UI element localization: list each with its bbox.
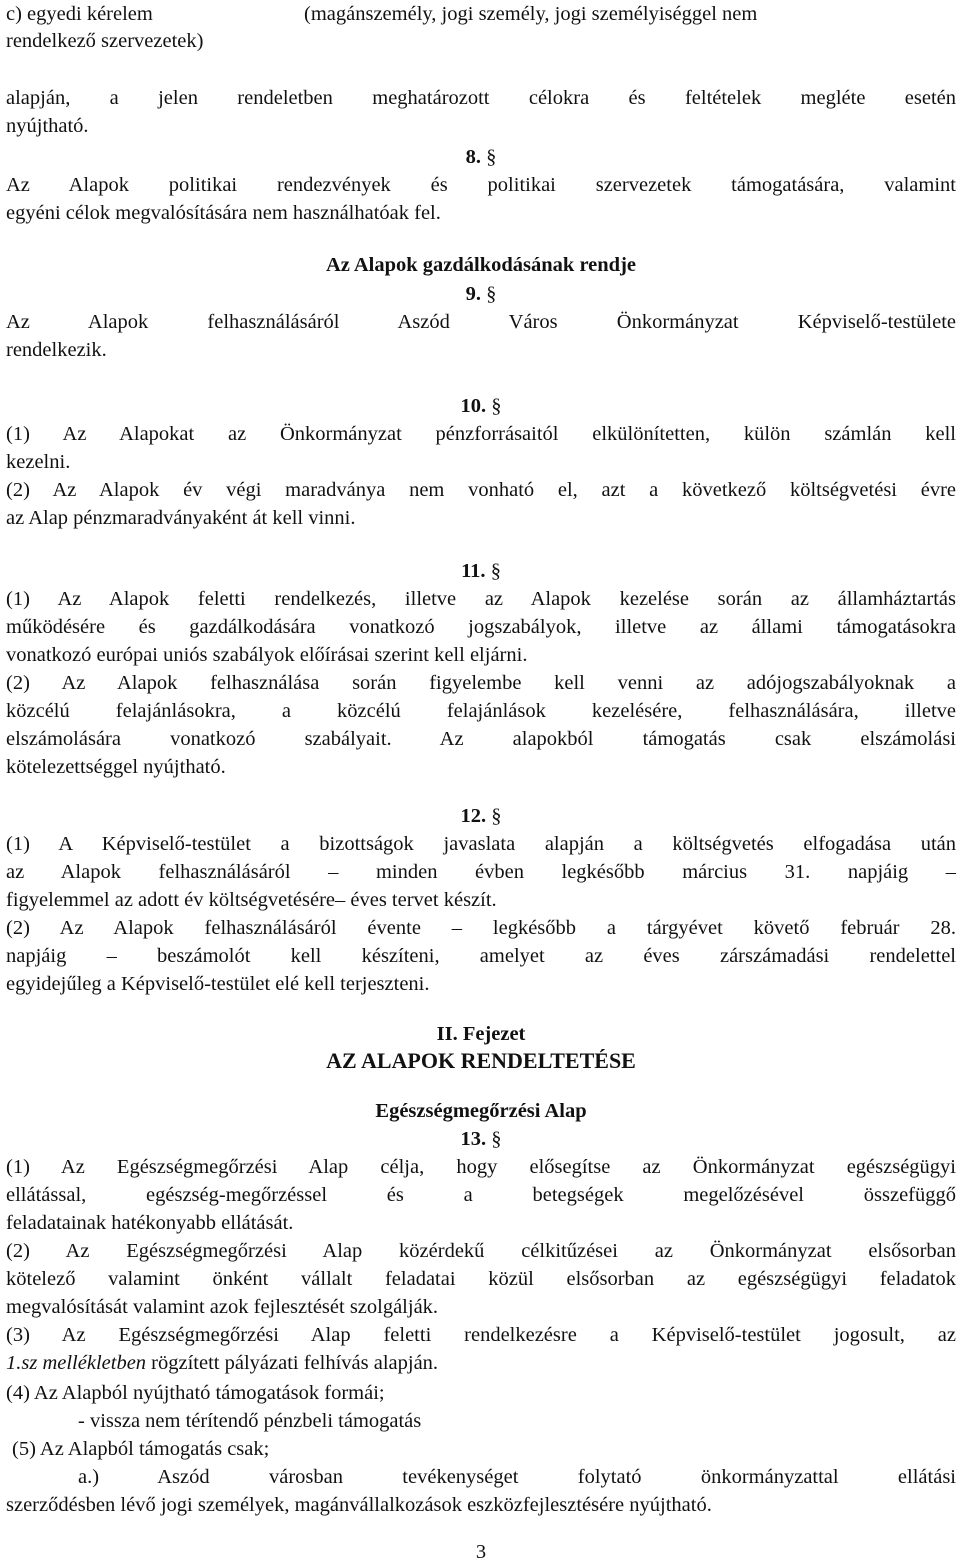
list-item-c: c) egyedi kérelem	[6, 3, 153, 25]
section-sign-icon: §	[490, 560, 501, 582]
text-line: napjáig – beszámolót kell készíteni, amelyet az éves zárszámadási rendelettel	[6, 945, 956, 967]
text-line: elszámolására vonatkozó szabályait. Az alapokból támogatás csak elszámolási	[6, 728, 956, 750]
text-line: egyéni célok megvalósítására nem használhatóak fel.	[6, 202, 441, 224]
text-line: rendelkező szervezetek)	[6, 30, 204, 52]
text-line: (2) Az Egészségmegőrzési Alap közérdekű célkitűzései az Önkormányzat elsősorban	[6, 1240, 956, 1262]
section-sign-icon: §	[491, 395, 502, 417]
text-line: működésére és gazdálkodására vonatkozó jogszabályok, illetve az állami támogatásokra	[6, 616, 956, 638]
text-line: (5) Az Alapból támogatás csak;	[12, 1438, 270, 1460]
list-item: - vissza nem térítendő pénzbeli támogatás	[78, 1410, 422, 1432]
text-line: szerződésben lévő jogi személyek, magánvállalkozások eszközfejlesztésére nyújtható.	[6, 1494, 712, 1516]
text-line: (1) Az Alapokat az Önkormányzat pénzforrásaitól elkülönítetten, külön számlán kell	[6, 423, 956, 445]
text-line: rendelkezik.	[6, 339, 107, 361]
section-number: 9.	[465, 283, 481, 305]
section-9-heading	[6, 280, 956, 308]
text-line: az Alap pénzmaradványaként át kell vinni.	[6, 507, 356, 529]
chapter-number: II. Fejezet	[436, 1023, 526, 1045]
text-line: (3) Az Egészségmegőrzési Alap feletti rendelkezésre a Képviselő-testület jogosult, az	[6, 1324, 956, 1346]
text-line: kötelező valamint önként vállalt feladatai közül elsősorban az egészségügyi feladatok	[6, 1268, 956, 1290]
text-line: (2) Az Alapok felhasználása során figyelembe kell venni az adójogszabályoknak a	[6, 672, 956, 694]
text-line: feladatainak hatékonyabb ellátását.	[6, 1212, 294, 1234]
section-number: 8.	[465, 146, 481, 168]
section-10-heading	[6, 392, 956, 420]
text-line: közcélú felajánlásokra, a közcélú felajánlások kezelésére, felhasználására, illetve	[6, 700, 956, 722]
section-sign-icon: §	[491, 805, 502, 827]
text-line: Az Alapok politikai rendezvények és politikai szervezetek támogatására, valamint	[6, 174, 956, 196]
text-line: (1) Az Alapok feletti rendelkezés, illetve az Alapok kezelése során az államháztartás	[6, 588, 956, 610]
text-line: vonatkozó európai uniós szabályok előírásai szerint kell eljárni.	[6, 644, 528, 666]
text-fragment: rögzített pályázati felhívás alapján.	[146, 1352, 439, 1374]
section-sign-icon: §	[491, 1128, 502, 1150]
text-line: Az Alapok felhasználásáról Aszód Város Önkormányzat Képviselő-testülete	[6, 311, 956, 333]
subheading: Az Alapok gazdálkodásának rendje	[325, 254, 637, 276]
page-number: 3	[475, 1541, 487, 1563]
chapter-title: AZ ALAPOK RENDELTETÉSE	[326, 1048, 636, 1073]
section-11-heading	[6, 557, 956, 585]
text-line: alapján, a jelen rendeletben meghatározott célokra és feltételek megléte esetén	[6, 87, 956, 109]
section-number: 12.	[460, 805, 487, 827]
section-13-heading	[6, 1125, 956, 1153]
text-line: kezelni.	[6, 451, 71, 473]
list-item: a.) Aszód városban tevékenységet folytató önkormányzattal ellátási	[78, 1466, 956, 1488]
text-line: kötelezettséggel nyújtható.	[6, 756, 226, 778]
section-number: 13.	[460, 1128, 487, 1150]
text-line: nyújtható.	[6, 115, 89, 137]
text-line: (2) Az Alapok felhasználásáról évente – legkésőbb a tárgyévet követő február 28.	[6, 917, 956, 939]
text-line: (2) Az Alapok év végi maradványa nem vonható el, azt a következő költségvetési évre	[6, 479, 956, 501]
text-line: az Alapok felhasználásáról – minden évben legkésőbb március 31. napjáig –	[6, 861, 956, 883]
list-item-c-detail: (magánszemély, jogi személy, jogi személyiséggel nem	[304, 3, 758, 25]
section-sign-icon: §	[486, 146, 497, 168]
text-line: egyidejűleg a Képviselő-testület elé kell terjeszteni.	[6, 973, 430, 995]
section-12-heading	[6, 802, 956, 830]
section-8-heading	[6, 143, 956, 171]
annex-reference: 1.sz mellékletben	[6, 1352, 147, 1374]
text-line: (4) Az Alapból nyújtható támogatások formái;	[6, 1382, 385, 1404]
text-line: figyelemmel az adott év költségvetésére– éves tervet készít.	[6, 889, 497, 911]
text-line	[6, 1349, 956, 1377]
text-line: ellátással, egészség-megőrzéssel és a betegségek megelőzésével összefüggő	[6, 1184, 956, 1206]
section-sign-icon: §	[486, 283, 497, 305]
subheading: Egészségmegőrzési Alap	[375, 1100, 587, 1122]
text-line: (1) A Képviselő-testület a bizottságok javaslata alapján a költségvetés elfogadása után	[6, 833, 956, 855]
section-number: 10.	[460, 395, 487, 417]
section-number: 11.	[461, 560, 486, 582]
text-line: megvalósítását valamint azok fejlesztését szolgálják.	[6, 1296, 439, 1318]
text-line: (1) Az Egészségmegőrzési Alap célja, hogy elősegítse az Önkormányzat egészségügyi	[6, 1156, 956, 1178]
